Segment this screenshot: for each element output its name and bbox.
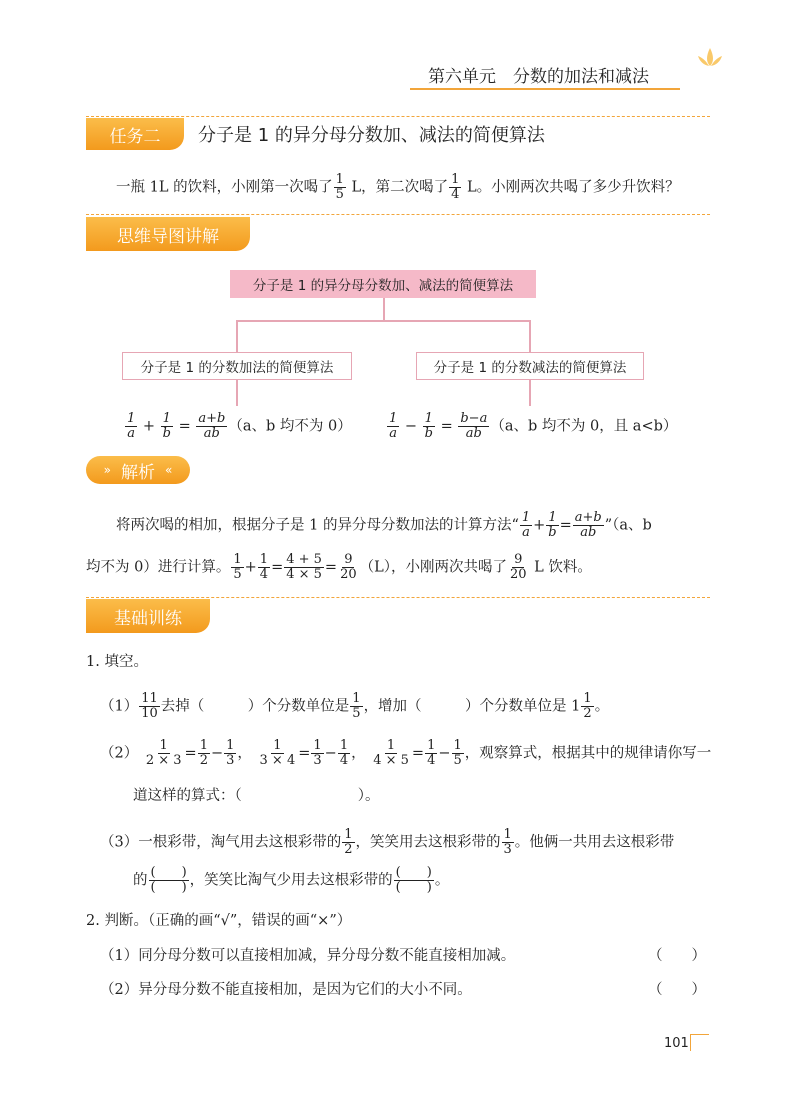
divider [86, 597, 710, 598]
mindmap-right: 分子是 1 的分数减法的简便算法 [416, 352, 644, 380]
analysis-line-1: 将两次喝的相加，根据分子是 1 的异分母分数加法的计算方法“ $\frac{1}{a}$ + $\frac{1}{b}$ = $\frac{a+b}{ab}$ ”（a、b [116, 510, 652, 540]
task-badge: 任务二 [86, 118, 184, 150]
divider [86, 116, 710, 117]
task-title: 分子是 1 的异分母分数加、减法的简便算法 [198, 125, 545, 146]
connector [236, 380, 238, 406]
analysis-line-2: 均不为 0）进行计算。 $\frac{1}{5}$ + $\frac{1}{4}$ = $\frac{4 + 5}{4 \times 5}$ = $\frac{9}{20}$ （L），小刚两次共喝了 $\frac{9}{20}$ L 饮料。 [86, 552, 592, 582]
add-formula: $\frac{1}{a}$ + $\frac{1}{b}$ = $\frac{a+b}{ab}$ （a、b 均不为 0） [127, 411, 352, 441]
basic-badge: 基础训练 [86, 599, 210, 633]
answer-blank[interactable]: $\frac{( )}{( )}$ [395, 865, 432, 895]
q2-1: （1）同分母分数可以直接相加减，异分母分数不能直接相加减。 [100, 948, 516, 964]
connector [529, 320, 531, 352]
problem-text: 一瓶 1L 的饮料，小刚第一次喝了 $\frac{1}{5}$ L，第二次喝了 $\frac{1}{4}$ L。小刚两次共喝了多少升饮料？ [116, 172, 680, 202]
q2-2-answer[interactable]: （ ） [648, 982, 706, 998]
q1-1: （1） $\frac{11}{10}$ 去掉（ ）个分数单位是 $\frac{1}{5}$ ，增加（ ）个分数单位是 1 $\frac{1}{2}$ 。 [100, 691, 610, 721]
q1-2: （2） $\frac{1}{2 \times 3}$ = $\frac{1}{2}$ − $\frac{1}{3}$ ， $\frac{1}{3 \times 4}$ = $\frac{1}{3}$ − $\frac{1}{4}$ ， $\frac{1}{4 \times 5}$ = $\frac{1}{4}$ − $\frac{1}{5}$ ，观察算式，根据其中的规律请你写一 [100, 738, 712, 768]
q2-1-answer[interactable]: （ ） [648, 948, 706, 964]
connector [383, 298, 385, 320]
mindmap-root: 分子是 1 的异分母分数加、减法的简便算法 [230, 270, 536, 298]
chevron-right-icon: » [103, 463, 111, 477]
q1-2-cont: 道这样的算式：（ ）。 [133, 788, 380, 804]
corner-mark [690, 1034, 709, 1051]
answer-blank[interactable]: $\frac{( )}{( )}$ [150, 865, 187, 895]
analysis-badge: » 解析 « [86, 456, 190, 484]
mindmap-badge: 思维导图讲解 [86, 217, 250, 251]
unit-title: 第六单元 分数的加法和减法 [428, 67, 649, 87]
q1-title: 1. 填空。 [86, 654, 148, 670]
lotus-icon [692, 46, 728, 70]
page-number: 101 [664, 1036, 689, 1051]
chevron-left-icon: « [165, 463, 173, 477]
q2-2: （2）异分母分数不能直接相加，是因为它们的大小不同。 [100, 982, 472, 998]
sub-formula: $\frac{1}{a}$ − $\frac{1}{b}$ = $\frac{b-a}{ab}$ （a、b 均不为 0，且 a<b） [389, 411, 678, 441]
divider [86, 214, 710, 215]
q1-3: （3）一根彩带，淘气用去这根彩带的 $\frac{1}{2}$ ，笑笑用去这根彩带的 $\frac{1}{3}$ 。他俩一共用去这根彩带 [100, 827, 675, 857]
q1-3-cont: 的 $\frac{( )}{( )}$ ，笑笑比淘气少用去这根彩带的 $\frac{( )}{( )}$ 。 [133, 865, 450, 895]
connector [529, 380, 531, 406]
mindmap-left: 分子是 1 的分数加法的简便算法 [122, 352, 352, 380]
q2-title: 2. 判断。（正确的画“√”，错误的画“×”） [86, 913, 352, 929]
connector [236, 320, 238, 352]
connector [236, 320, 530, 322]
